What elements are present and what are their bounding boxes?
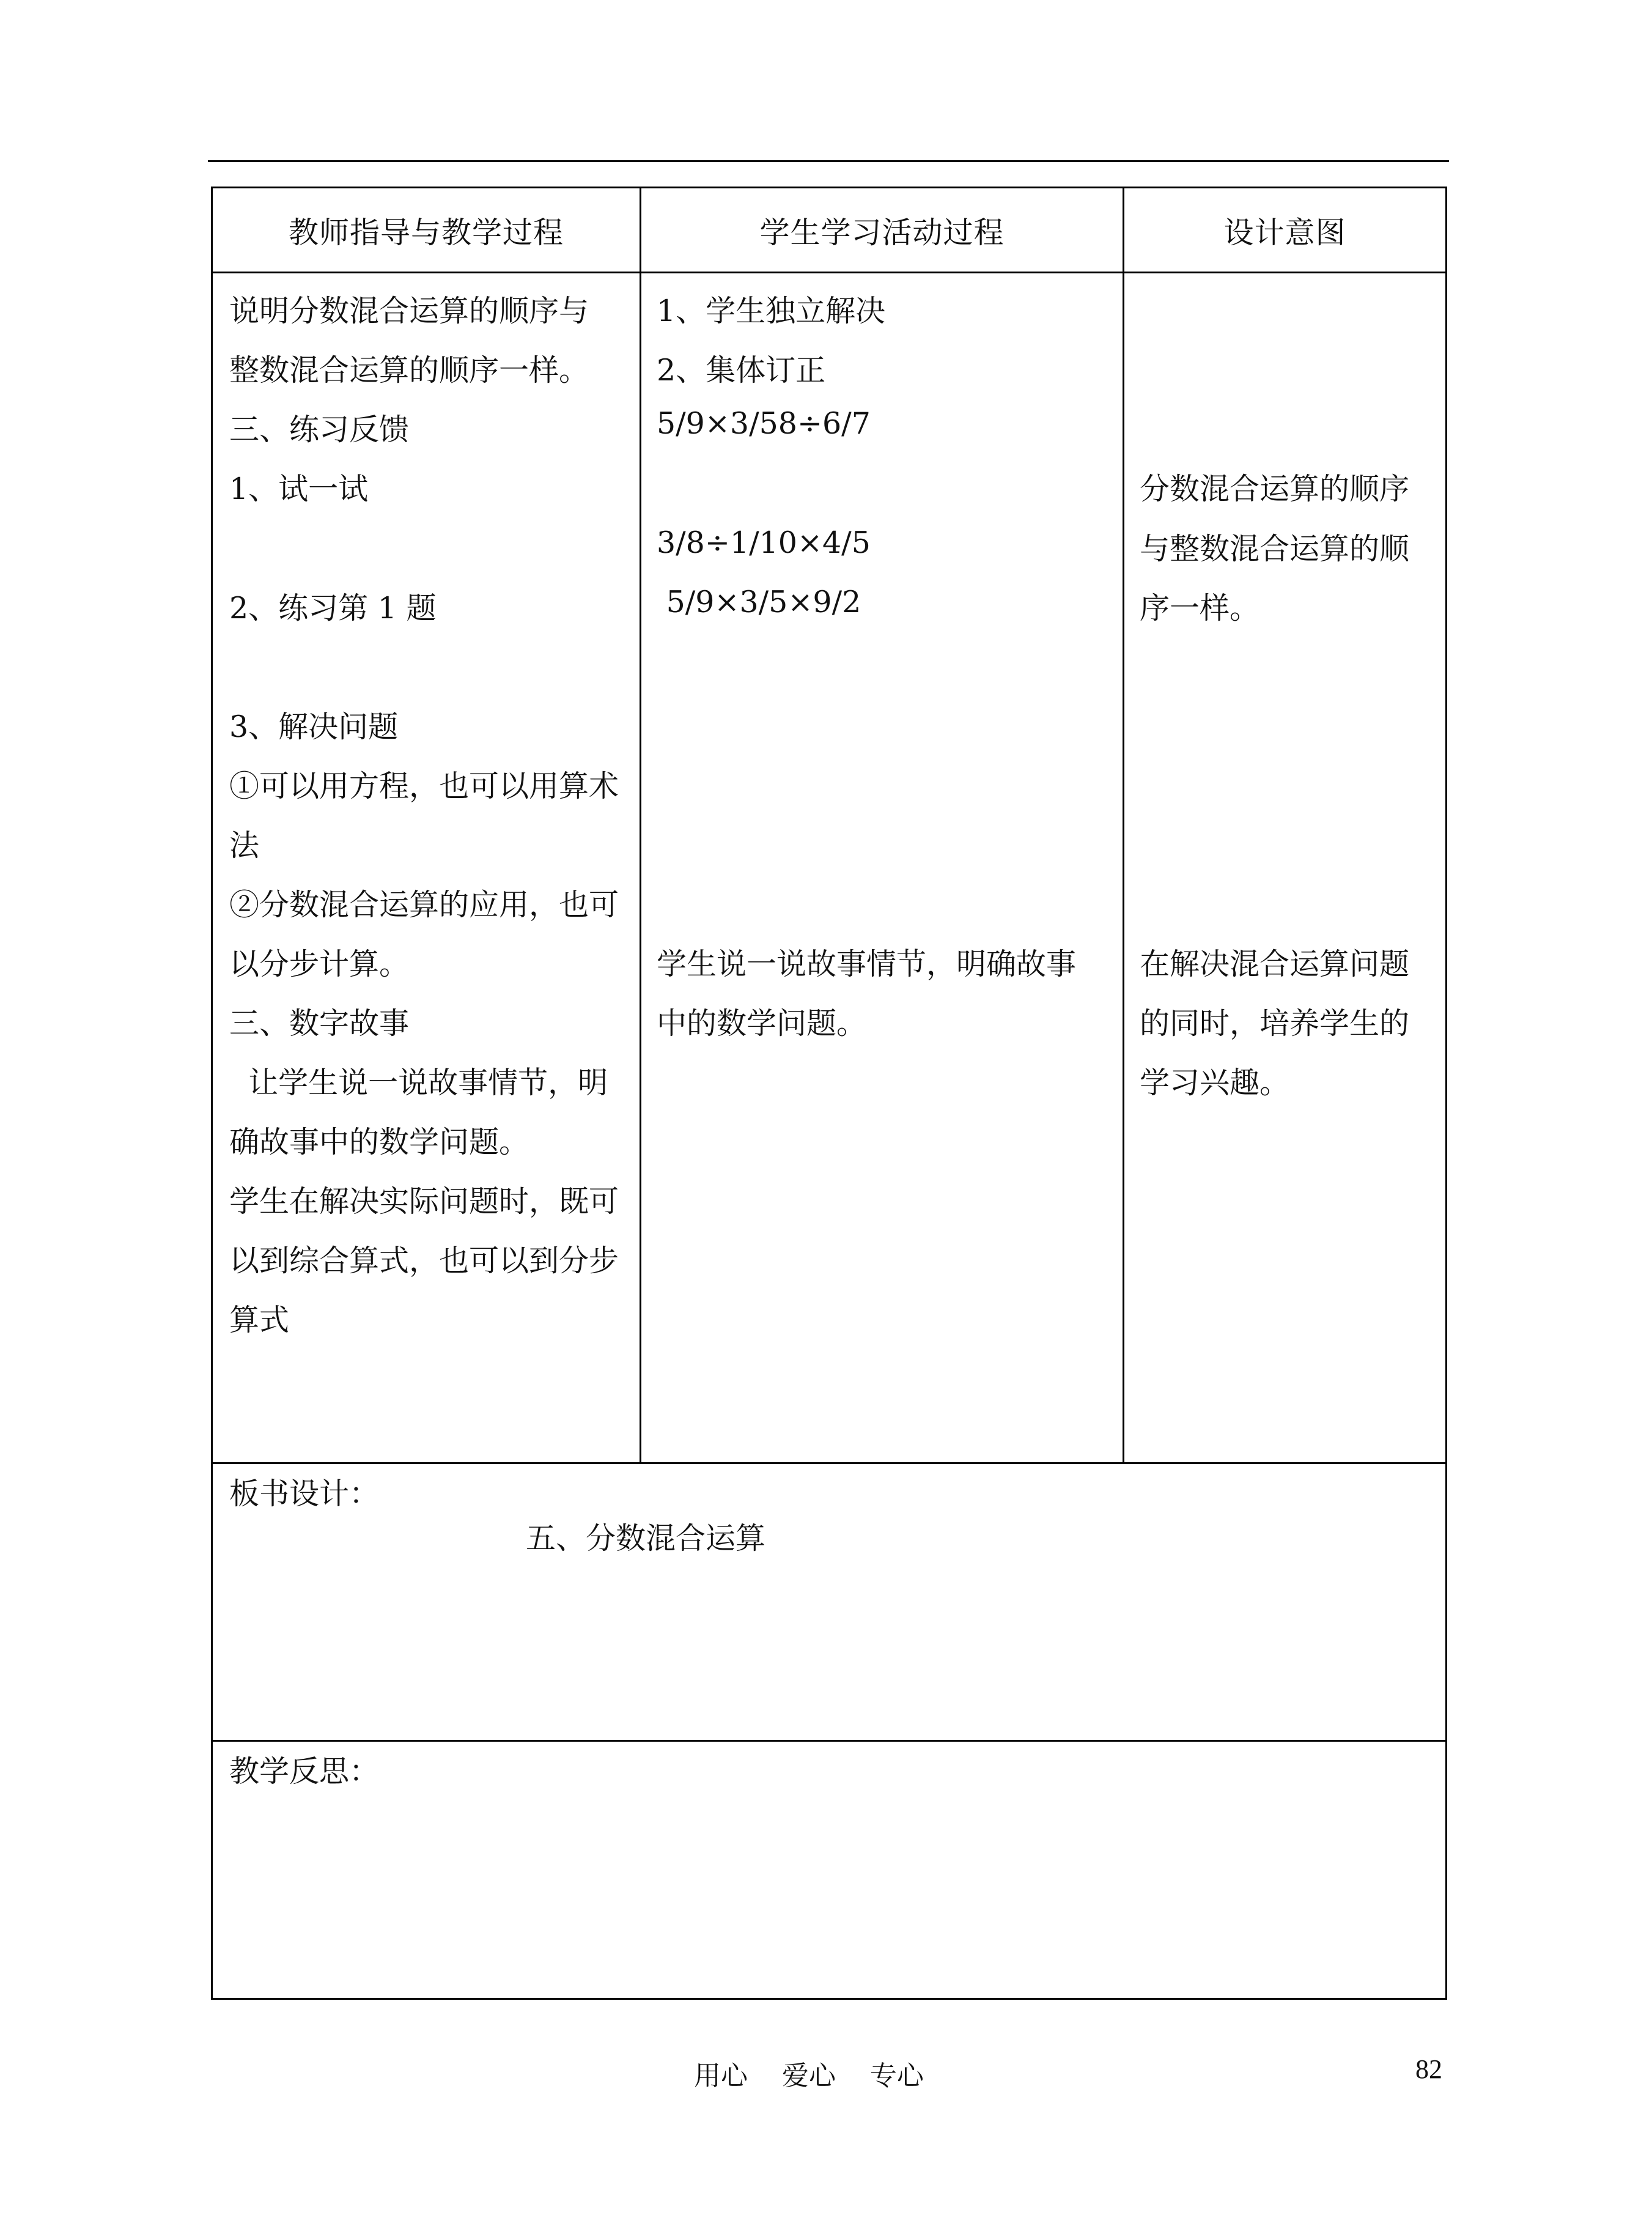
column-divider-2	[1123, 187, 1124, 1463]
text-line: 让学生说一说故事情节，明	[229, 1065, 608, 1100]
reflection-divider	[211, 1740, 1447, 1742]
text-line: 学生在解决实际问题时，既可	[229, 1184, 619, 1219]
header-rule	[208, 160, 1449, 162]
header-design-intent: 设计意图	[1223, 215, 1346, 250]
math-expression: 5/9×3/5×9/2	[657, 585, 861, 620]
footer-motto: 用心 爱心 专心	[694, 2060, 924, 2092]
text-line: 中的数学问题。	[657, 1006, 867, 1041]
text-line: 三、练习反馈	[229, 412, 410, 447]
text-line: 说明分数混合运算的顺序与	[229, 294, 589, 328]
text-line: 三、数字故事	[229, 1006, 410, 1041]
text-line: 的同时，培养学生的	[1140, 1006, 1410, 1041]
student-activity-cell	[657, 287, 1115, 1449]
text-line: 以到综合算式，也可以到分步	[229, 1243, 619, 1278]
math-expression: 5/9×3/58÷6/7	[657, 406, 871, 441]
board-design-title: 五、分数混合运算	[526, 1521, 766, 1556]
text-line: 法	[229, 828, 260, 863]
header-teacher-process: 教师指导与教学过程	[288, 215, 564, 250]
text-line: 确故事中的数学问题。	[229, 1125, 529, 1160]
board-design-label: 板书设计：	[229, 1476, 380, 1511]
page-number: 82	[1415, 2054, 1442, 2084]
math-expression: 3/8÷1/10×4/5	[657, 525, 871, 560]
text-line: 1、试一试	[229, 472, 369, 506]
text-line: 学生说一说故事情节，明确故事	[657, 947, 1077, 982]
table-border-left	[211, 187, 213, 2000]
text-line: 与整数混合运算的顺	[1140, 531, 1410, 566]
text-line: 以分步计算。	[229, 947, 410, 982]
text-line: 序一样。	[1140, 591, 1260, 626]
teacher-process-cell	[229, 287, 633, 1449]
column-divider-1	[640, 187, 641, 1463]
text-line: 3、解决问题	[229, 709, 399, 744]
text-line: 1、学生独立解决	[657, 294, 886, 328]
text-line: 2、集体订正	[657, 353, 826, 388]
text-line: ①可以用方程，也可以用算术	[229, 769, 619, 804]
text-line: 2、练习第 1 题	[229, 591, 437, 626]
table-border-bottom	[211, 1998, 1447, 2000]
header-student-activity: 学生学习活动过程	[759, 215, 1005, 250]
text-line: 在解决混合运算问题	[1140, 947, 1410, 982]
text-line: 学习兴趣。	[1140, 1065, 1290, 1100]
table-border-right	[1445, 187, 1447, 2000]
text-line: 算式	[229, 1303, 290, 1337]
text-line: ②分数混合运算的应用，也可	[229, 887, 619, 922]
board-divider	[211, 1462, 1447, 1464]
design-intent-cell	[1140, 287, 1439, 1449]
text-line: 整数混合运算的顺序一样。	[229, 353, 589, 388]
teaching-reflection-label: 教学反思：	[229, 1754, 380, 1789]
text-line: 分数混合运算的顺序	[1140, 472, 1410, 506]
